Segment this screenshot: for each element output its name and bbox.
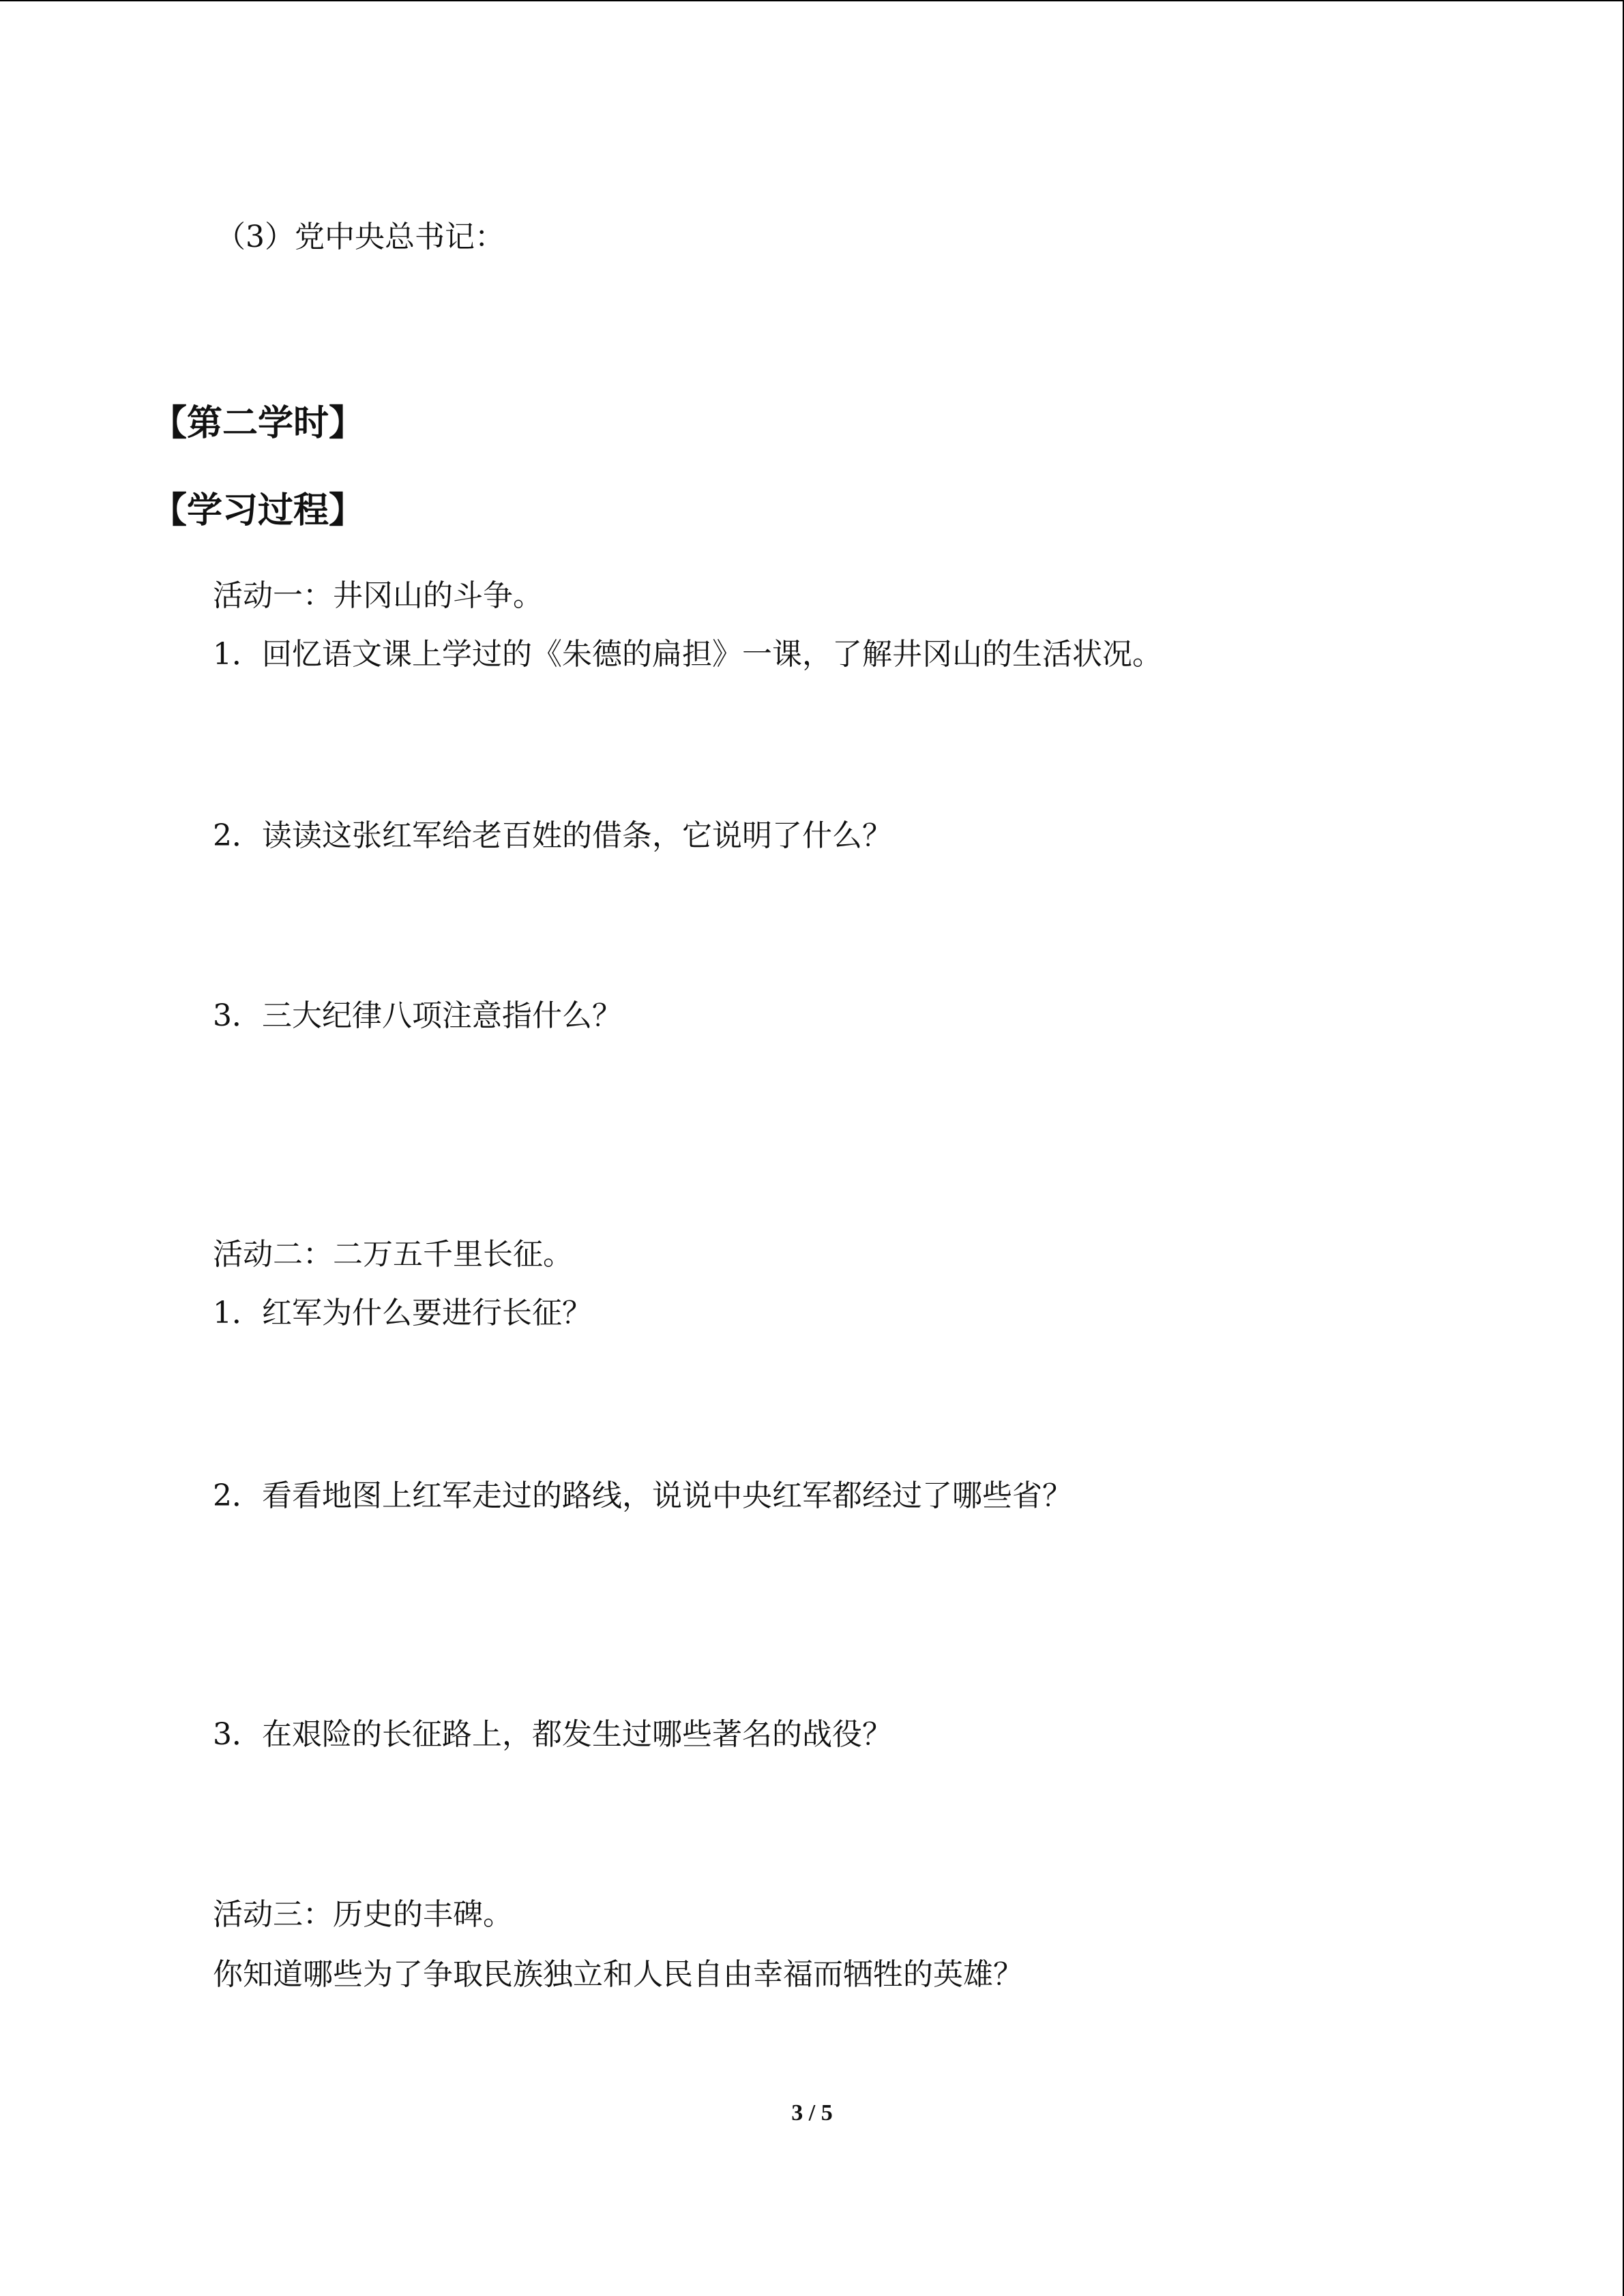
activity-3-question-1: 你知道哪些为了争取民族独立和人民自由幸福而牺牲的英雄？ <box>213 1957 1023 1992</box>
heading-learning-process: 【学习过程】 <box>151 490 365 531</box>
activity-2-question-1: 1．红军为什么要进行长征？ <box>213 1296 592 1330</box>
activity-2-question-3: 3．在艰险的长征路上，都发生过哪些著名的战役？ <box>213 1717 892 1752</box>
activity-3-title: 活动三：历史的丰碑。 <box>213 1897 513 1932</box>
activity-1-question-2: 2．读读这张红军给老百姓的借条，它说明了什么？ <box>213 818 892 853</box>
intro-item-3: （3）党中央总书记： <box>216 220 505 254</box>
page-number: 3 / 5 <box>791 2100 833 2126</box>
heading-lesson-2: 【第二学时】 <box>151 403 365 444</box>
activity-1-title: 活动一：井冈山的斗争。 <box>213 578 543 613</box>
activity-1-question-3: 3．三大纪律八项注意指什么？ <box>213 998 622 1033</box>
activity-2-title: 活动二：二万五千里长征。 <box>213 1237 573 1272</box>
activity-2-question-2: 2．看看地图上红军走过的路线，说说中央红军都经过了哪些省？ <box>213 1478 1072 1513</box>
activity-1-question-1: 1．回忆语文课上学过的《朱德的扁担》一课，了解井冈山的生活状况。 <box>213 637 1162 672</box>
